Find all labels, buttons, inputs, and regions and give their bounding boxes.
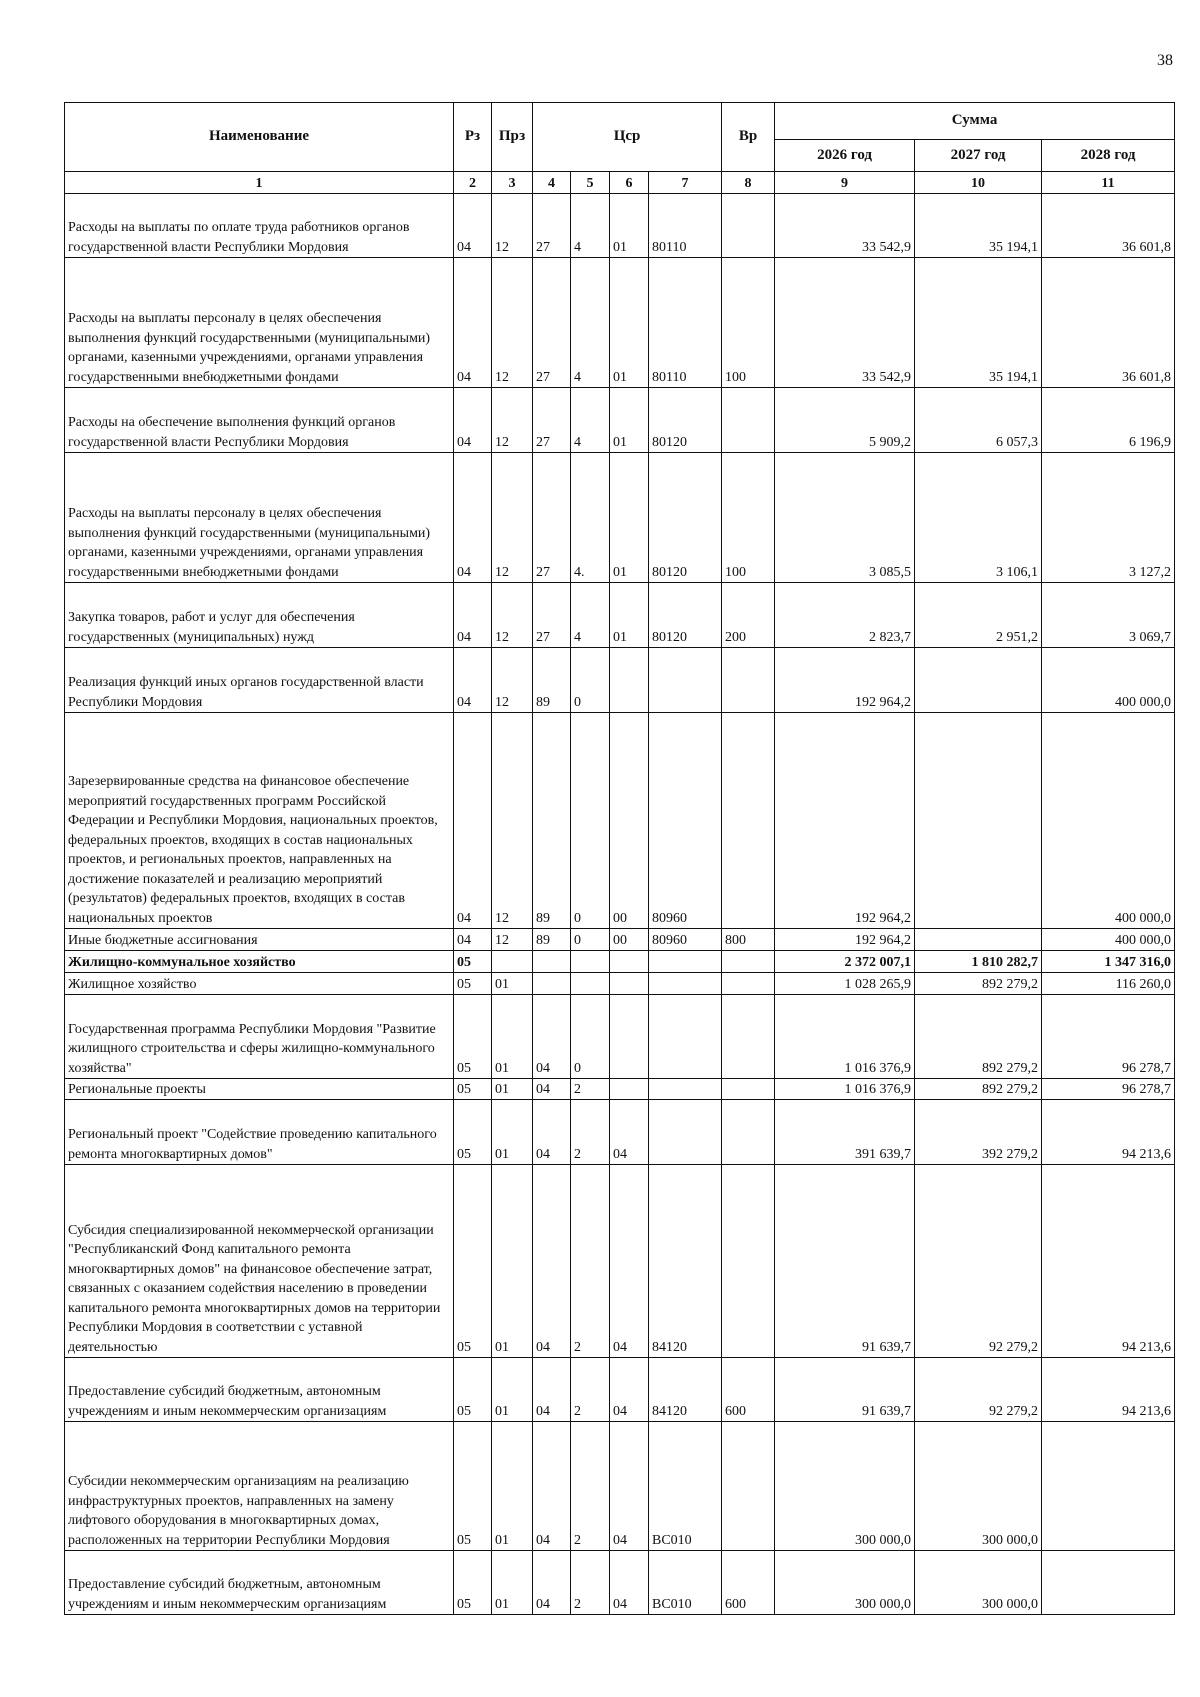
row-prz: 01 bbox=[492, 1165, 533, 1358]
row-amount-2026: 192 964,2 bbox=[775, 929, 915, 951]
row-csr-6 bbox=[610, 973, 649, 995]
row-amount-2026: 2 372 007,1 bbox=[775, 951, 915, 973]
row-amount-2026: 91 639,7 bbox=[775, 1165, 915, 1358]
row-name: Региональный проект "Содействие проведению капитального ремонта многоквартирных домов" bbox=[65, 1100, 454, 1165]
row-prz: 01 bbox=[492, 973, 533, 995]
row-csr-4: 27 bbox=[533, 194, 571, 258]
row-amount-2027: 300 000,0 bbox=[915, 1422, 1042, 1551]
row-rz: 05 bbox=[454, 1100, 492, 1165]
budget-table bbox=[64, 102, 1175, 1615]
row-amount-2028: 94 213,6 bbox=[1042, 1100, 1175, 1165]
row-rz: 04 bbox=[454, 713, 492, 929]
row-name: Предоставление субсидий бюджетным, автономным учреждениям и иным некоммерческим организациям bbox=[65, 1358, 454, 1422]
header-year-2026: 2026 год bbox=[775, 140, 915, 172]
row-csr-6: 01 bbox=[610, 258, 649, 388]
row-name: Субсидия специализированной некоммерческой организации "Республиканский Фонд капитального ремонта многоквартирных домов" на финансовое обеспечение затрат, связанных с оказанием содействия населению в проведении капитального ремонта многоквартирных домов на территории Республики Мордовия в соответствии с уставной деятельностью bbox=[65, 1165, 454, 1358]
row-rz: 05 bbox=[454, 1422, 492, 1551]
row-vr bbox=[722, 388, 775, 453]
row-amount-2026: 1 028 265,9 bbox=[775, 973, 915, 995]
row-prz bbox=[492, 951, 533, 973]
row-amount-2027: 300 000,0 bbox=[915, 1551, 1042, 1615]
row-vr bbox=[722, 1165, 775, 1358]
row-csr-7 bbox=[649, 1079, 722, 1100]
row-csr-6: 01 bbox=[610, 453, 649, 583]
row-prz: 01 bbox=[492, 1100, 533, 1165]
row-vr: 100 bbox=[722, 258, 775, 388]
row-csr-7: 80110 bbox=[649, 258, 722, 388]
row-csr-7 bbox=[649, 973, 722, 995]
table-body bbox=[65, 194, 1175, 1615]
row-vr: 100 bbox=[722, 453, 775, 583]
row-name: Расходы на выплаты персоналу в целях обеспечения выполнения функций государственными (муниципальными) органами, казенными учреждениями, органами управления государственными внебюджетными фондами bbox=[65, 258, 454, 388]
row-csr-6 bbox=[610, 951, 649, 973]
row-amount-2028: 3 069,7 bbox=[1042, 583, 1175, 648]
row-csr-5: 0 bbox=[571, 995, 610, 1079]
column-number: 2 bbox=[454, 172, 492, 194]
row-amount-2026: 300 000,0 bbox=[775, 1551, 915, 1615]
column-number-row bbox=[65, 172, 1175, 194]
column-number: 8 bbox=[722, 172, 775, 194]
row-amount-2028: 116 260,0 bbox=[1042, 973, 1175, 995]
row-amount-2026: 1 016 376,9 bbox=[775, 1079, 915, 1100]
row-rz: 05 bbox=[454, 973, 492, 995]
row-csr-6: 01 bbox=[610, 388, 649, 453]
row-amount-2026: 192 964,2 bbox=[775, 713, 915, 929]
row-csr-7: BC010 bbox=[649, 1551, 722, 1615]
row-amount-2028: 6 196,9 bbox=[1042, 388, 1175, 453]
row-csr-4: 27 bbox=[533, 583, 571, 648]
row-csr-4 bbox=[533, 951, 571, 973]
row-vr bbox=[722, 1422, 775, 1551]
column-number: 4 bbox=[533, 172, 571, 194]
row-prz: 12 bbox=[492, 648, 533, 713]
header-name: Наименование bbox=[65, 103, 454, 172]
row-amount-2027 bbox=[915, 929, 1042, 951]
header-prz: Прз bbox=[492, 103, 533, 172]
row-amount-2027: 92 279,2 bbox=[915, 1358, 1042, 1422]
row-prz: 12 bbox=[492, 583, 533, 648]
row-csr-6: 01 bbox=[610, 194, 649, 258]
row-amount-2027 bbox=[915, 713, 1042, 929]
row-rz: 04 bbox=[454, 929, 492, 951]
row-csr-5: 4 bbox=[571, 388, 610, 453]
row-csr-7: 80120 bbox=[649, 453, 722, 583]
row-vr bbox=[722, 194, 775, 258]
row-csr-5: 4 bbox=[571, 194, 610, 258]
row-amount-2028: 94 213,6 bbox=[1042, 1165, 1175, 1358]
row-prz: 01 bbox=[492, 1079, 533, 1100]
row-csr-6: 04 bbox=[610, 1358, 649, 1422]
row-vr bbox=[722, 973, 775, 995]
row-amount-2026: 91 639,7 bbox=[775, 1358, 915, 1422]
row-vr: 800 bbox=[722, 929, 775, 951]
row-csr-5: 0 bbox=[571, 713, 610, 929]
row-name: Жилищное хозяйство bbox=[65, 973, 454, 995]
row-vr bbox=[722, 995, 775, 1079]
row-csr-7: 84120 bbox=[649, 1358, 722, 1422]
row-name: Государственная программа Республики Мордовия "Развитие жилищного строительства и сферы жилищно-коммунального хозяйства" bbox=[65, 995, 454, 1079]
column-number: 7 bbox=[649, 172, 722, 194]
row-csr-5: 2 bbox=[571, 1100, 610, 1165]
row-prz: 12 bbox=[492, 453, 533, 583]
table-row bbox=[65, 453, 1175, 583]
row-csr-6: 00 bbox=[610, 713, 649, 929]
column-number: 5 bbox=[571, 172, 610, 194]
row-csr-5: 4 bbox=[571, 583, 610, 648]
row-csr-4: 89 bbox=[533, 648, 571, 713]
row-vr: 600 bbox=[722, 1551, 775, 1615]
row-csr-4: 89 bbox=[533, 929, 571, 951]
row-csr-4: 04 bbox=[533, 1551, 571, 1615]
row-csr-5: 2 bbox=[571, 1422, 610, 1551]
row-prz: 01 bbox=[492, 995, 533, 1079]
row-csr-4: 04 bbox=[533, 1358, 571, 1422]
row-amount-2026: 192 964,2 bbox=[775, 648, 915, 713]
table-row bbox=[65, 583, 1175, 648]
row-amount-2028 bbox=[1042, 1551, 1175, 1615]
row-amount-2026: 391 639,7 bbox=[775, 1100, 915, 1165]
header-sum: Сумма bbox=[775, 103, 1175, 140]
row-csr-7 bbox=[649, 995, 722, 1079]
row-name: Расходы на обеспечение выполнения функций органов государственной власти Республики Мордовия bbox=[65, 388, 454, 453]
row-csr-6: 04 bbox=[610, 1551, 649, 1615]
row-vr: 600 bbox=[722, 1358, 775, 1422]
row-csr-4: 89 bbox=[533, 713, 571, 929]
row-amount-2027: 892 279,2 bbox=[915, 973, 1042, 995]
table-row bbox=[65, 951, 1175, 973]
row-name: Закупка товаров, работ и услуг для обеспечения государственных (муниципальных) нужд bbox=[65, 583, 454, 648]
table-row bbox=[65, 388, 1175, 453]
column-number: 6 bbox=[610, 172, 649, 194]
row-csr-7: 80110 bbox=[649, 194, 722, 258]
row-amount-2026: 1 016 376,9 bbox=[775, 995, 915, 1079]
table-row bbox=[65, 1358, 1175, 1422]
row-amount-2028: 400 000,0 bbox=[1042, 929, 1175, 951]
table-row bbox=[65, 648, 1175, 713]
row-csr-4: 04 bbox=[533, 995, 571, 1079]
row-csr-4: 04 bbox=[533, 1079, 571, 1100]
row-amount-2028: 36 601,8 bbox=[1042, 194, 1175, 258]
row-name: Субсидии некоммерческим организациям на реализацию инфраструктурных проектов, направленных на замену лифтового оборудования в многоквартирных домах, расположенных на территории Республики Мордовия bbox=[65, 1422, 454, 1551]
header-rz: Рз bbox=[454, 103, 492, 172]
row-prz: 01 bbox=[492, 1358, 533, 1422]
row-rz: 04 bbox=[454, 388, 492, 453]
row-csr-5: 2 bbox=[571, 1358, 610, 1422]
row-csr-7: 80120 bbox=[649, 388, 722, 453]
row-rz: 04 bbox=[454, 583, 492, 648]
table-row bbox=[65, 1165, 1175, 1358]
header-year-2027: 2027 год bbox=[915, 140, 1042, 172]
row-vr bbox=[722, 951, 775, 973]
table-row bbox=[65, 713, 1175, 929]
table-row bbox=[65, 973, 1175, 995]
row-amount-2028: 96 278,7 bbox=[1042, 995, 1175, 1079]
table-row bbox=[65, 1551, 1175, 1615]
row-amount-2027 bbox=[915, 648, 1042, 713]
column-number: 1 bbox=[65, 172, 454, 194]
row-rz: 04 bbox=[454, 648, 492, 713]
row-amount-2028: 400 000,0 bbox=[1042, 713, 1175, 929]
row-name: Иные бюджетные ассигнования bbox=[65, 929, 454, 951]
row-name: Региональные проекты bbox=[65, 1079, 454, 1100]
table-row bbox=[65, 1100, 1175, 1165]
row-csr-5: 0 bbox=[571, 929, 610, 951]
row-csr-5 bbox=[571, 951, 610, 973]
row-rz: 05 bbox=[454, 995, 492, 1079]
column-number: 10 bbox=[915, 172, 1042, 194]
row-csr-4: 27 bbox=[533, 453, 571, 583]
row-prz: 01 bbox=[492, 1551, 533, 1615]
row-vr: 200 bbox=[722, 583, 775, 648]
header-year-2028: 2028 год bbox=[1042, 140, 1175, 172]
row-name: Расходы на выплаты персоналу в целях обеспечения выполнения функций государственными (муниципальными) органами, казенными учреждениями, органами управления государственными внебюджетными фондами bbox=[65, 453, 454, 583]
row-vr bbox=[722, 1079, 775, 1100]
row-prz: 12 bbox=[492, 388, 533, 453]
row-csr-6: 04 bbox=[610, 1165, 649, 1358]
row-amount-2026: 3 085,5 bbox=[775, 453, 915, 583]
row-name: Жилищно-коммунальное хозяйство bbox=[65, 951, 454, 973]
row-csr-6 bbox=[610, 648, 649, 713]
row-amount-2026: 5 909,2 bbox=[775, 388, 915, 453]
row-csr-6 bbox=[610, 1079, 649, 1100]
row-name: Реализация функций иных органов государственной власти Республики Мордовия bbox=[65, 648, 454, 713]
row-amount-2027: 35 194,1 bbox=[915, 194, 1042, 258]
row-prz: 12 bbox=[492, 929, 533, 951]
row-rz: 04 bbox=[454, 194, 492, 258]
row-csr-7: 80120 bbox=[649, 583, 722, 648]
row-rz: 05 bbox=[454, 1165, 492, 1358]
row-amount-2028 bbox=[1042, 1422, 1175, 1551]
row-name: Зарезервированные средства на финансовое обеспечение мероприятий государственных программ Российской Федерации и Республики Мордовия, национальных проектов, федеральных проектов, входящих в состав национальных проектов, и региональных проектов, направленных на достижение показателей и реализацию мероприятий (результатов) федеральных проектов, входящих в состав национальных проектов bbox=[65, 713, 454, 929]
row-csr-4 bbox=[533, 973, 571, 995]
row-csr-4: 27 bbox=[533, 388, 571, 453]
row-amount-2026: 2 823,7 bbox=[775, 583, 915, 648]
row-rz: 05 bbox=[454, 1358, 492, 1422]
row-csr-7 bbox=[649, 951, 722, 973]
row-csr-7 bbox=[649, 1100, 722, 1165]
row-amount-2027: 35 194,1 bbox=[915, 258, 1042, 388]
row-rz: 05 bbox=[454, 1551, 492, 1615]
row-amount-2028: 400 000,0 bbox=[1042, 648, 1175, 713]
row-amount-2028: 94 213,6 bbox=[1042, 1358, 1175, 1422]
row-name: Предоставление субсидий бюджетным, автономным учреждениям и иным некоммерческим организациям bbox=[65, 1551, 454, 1615]
row-csr-4: 27 bbox=[533, 258, 571, 388]
row-csr-6: 04 bbox=[610, 1422, 649, 1551]
row-csr-4: 04 bbox=[533, 1100, 571, 1165]
column-number: 3 bbox=[492, 172, 533, 194]
row-csr-5 bbox=[571, 973, 610, 995]
row-prz: 12 bbox=[492, 713, 533, 929]
row-name: Расходы на выплаты по оплате труда работников органов государственной власти Республики Мордовия bbox=[65, 194, 454, 258]
row-csr-6: 01 bbox=[610, 583, 649, 648]
row-csr-4: 04 bbox=[533, 1165, 571, 1358]
row-prz: 12 bbox=[492, 258, 533, 388]
page-number: 38 bbox=[1157, 52, 1173, 69]
row-amount-2026: 33 542,9 bbox=[775, 258, 915, 388]
column-number: 11 bbox=[1042, 172, 1175, 194]
row-csr-7: 84120 bbox=[649, 1165, 722, 1358]
row-csr-7: 80960 bbox=[649, 929, 722, 951]
row-amount-2026: 33 542,9 bbox=[775, 194, 915, 258]
table-row bbox=[65, 1079, 1175, 1100]
row-amount-2027: 392 279,2 bbox=[915, 1100, 1042, 1165]
row-amount-2027: 892 279,2 bbox=[915, 1079, 1042, 1100]
row-csr-6 bbox=[610, 995, 649, 1079]
row-amount-2028: 3 127,2 bbox=[1042, 453, 1175, 583]
row-csr-5: 2 bbox=[571, 1551, 610, 1615]
row-amount-2027: 892 279,2 bbox=[915, 995, 1042, 1079]
row-amount-2028: 1 347 316,0 bbox=[1042, 951, 1175, 973]
row-rz: 04 bbox=[454, 258, 492, 388]
row-vr bbox=[722, 1100, 775, 1165]
header-csr: Цср bbox=[533, 103, 722, 172]
table-row bbox=[65, 1422, 1175, 1551]
row-rz: 05 bbox=[454, 1079, 492, 1100]
table-row bbox=[65, 194, 1175, 258]
row-rz: 05 bbox=[454, 951, 492, 973]
row-csr-5: 2 bbox=[571, 1165, 610, 1358]
row-vr bbox=[722, 713, 775, 929]
row-amount-2027: 3 106,1 bbox=[915, 453, 1042, 583]
row-csr-6: 04 bbox=[610, 1100, 649, 1165]
row-amount-2027: 1 810 282,7 bbox=[915, 951, 1042, 973]
row-prz: 12 bbox=[492, 194, 533, 258]
row-rz: 04 bbox=[454, 453, 492, 583]
row-amount-2026: 300 000,0 bbox=[775, 1422, 915, 1551]
row-csr-5: 2 bbox=[571, 1079, 610, 1100]
table-row bbox=[65, 995, 1175, 1079]
row-prz: 01 bbox=[492, 1422, 533, 1551]
row-amount-2028: 96 278,7 bbox=[1042, 1079, 1175, 1100]
row-csr-5: 4. bbox=[571, 453, 610, 583]
row-amount-2028: 36 601,8 bbox=[1042, 258, 1175, 388]
row-csr-7: BC010 bbox=[649, 1422, 722, 1551]
row-csr-6: 00 bbox=[610, 929, 649, 951]
table-row bbox=[65, 929, 1175, 951]
row-amount-2027: 92 279,2 bbox=[915, 1165, 1042, 1358]
row-csr-7 bbox=[649, 648, 722, 713]
row-csr-7: 80960 bbox=[649, 713, 722, 929]
row-csr-4: 04 bbox=[533, 1422, 571, 1551]
row-vr bbox=[722, 648, 775, 713]
header-vr: Вр bbox=[722, 103, 775, 172]
table-row bbox=[65, 258, 1175, 388]
row-csr-5: 0 bbox=[571, 648, 610, 713]
row-csr-5: 4 bbox=[571, 258, 610, 388]
row-amount-2027: 2 951,2 bbox=[915, 583, 1042, 648]
column-number: 9 bbox=[775, 172, 915, 194]
row-amount-2027: 6 057,3 bbox=[915, 388, 1042, 453]
